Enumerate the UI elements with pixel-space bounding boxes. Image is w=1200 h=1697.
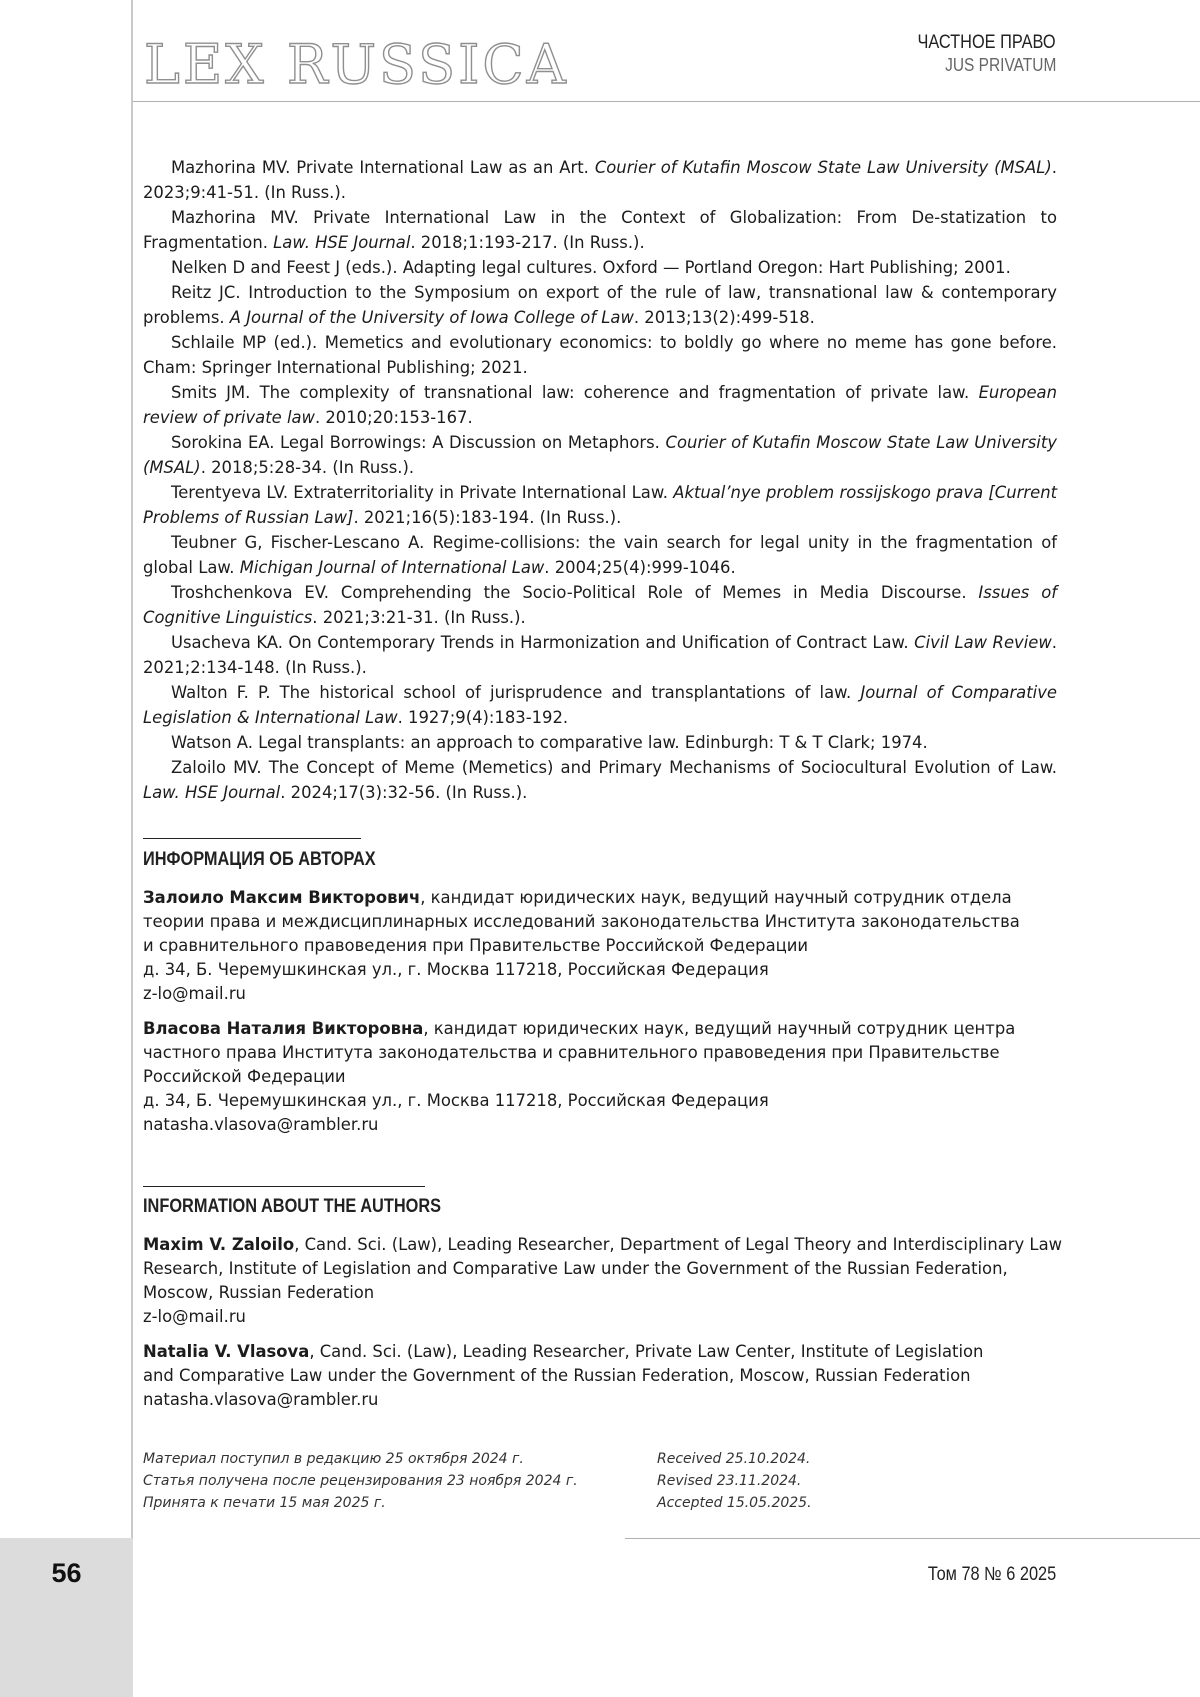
author-ru-1-email[interactable]: z-lo@mail.ru: [143, 984, 246, 1003]
reference-entry: Reitz JC. Introduction to the Symposium on export of the rule of law, transnational law & contemporary problems. A Journal of the University of Iowa College of Law. 2013;13(2):499-518.: [143, 283, 1057, 327]
info-en-rule: [143, 1186, 425, 1187]
author-ru-1-name: Залоило Максим Викторович: [143, 888, 421, 907]
reference-entry: Terentyeva LV. Extraterritoriality in Private International Law. Aktual’nye problem rossijskogo prava [Current Problems of Russian Law]. 2021;16(5):183-194. (In Russ.).: [143, 483, 1058, 527]
journal-logo: LEX RUSSICA: [144, 33, 569, 96]
page-number: 56: [51, 1558, 82, 1588]
date-revised-en: Revised 23.11.2024.: [657, 1473, 802, 1489]
section-title-en: JUS PRIVATUM: [944, 55, 1056, 75]
author-en-1-line1: Maxim V. Zaloilo, Cand. Sci. (Law), Leading Researcher, Department of Legal Theory and Interdisciplinary Law: [143, 1235, 1063, 1254]
section-title-ru: ЧАСТНОЕ ПРАВО: [917, 32, 1056, 53]
author-en-2-line1: Natalia V. Vlasova, Cand. Sci. (Law), Leading Researcher, Private Law Center, Institute of Legislation: [143, 1342, 984, 1361]
reference-list: [143, 155, 1057, 805]
author-ru-1-line2: теории права и междисциплинарных исследований законодательства Института законодательства: [143, 912, 1020, 931]
author-en-1: [143, 1233, 1063, 1329]
reference-entry: Schlaile MP (ed.). Memetics and evolutionary economics: to boldly go where no meme has gone before. Cham: Springer International Publishing; 2021.: [143, 333, 1057, 377]
reference-entry: Usacheva KA. On Contemporary Trends in Harmonization and Unification of Contract Law. Civil Law Review. 2021;2:134-148. (In Russ.).: [143, 633, 1057, 677]
reference-entry: Mazhorina MV. Private International Law as an Art. Courier of Kutafin Moscow State Law University (MSAL). 2023;9:41-51. (In Russ.).: [143, 158, 1058, 202]
author-en-2-email[interactable]: natasha.vlasova@rambler.ru: [143, 1390, 379, 1409]
issue-info: Том 78 № 6 2025: [927, 1564, 1056, 1585]
author-ru-2-line2: частного права Института законодательства и сравнительного правоведения при Правительстве: [143, 1043, 1000, 1062]
author-en-1-line3: Moscow, Russian Federation: [143, 1283, 375, 1302]
author-ru-1: [143, 886, 1043, 1006]
reference-entry: Teubner G, Fischer-Lescano A. Regime-collisions: the vain search for legal unity in the fragmentation of global Law. Michigan Journal of International Law. 2004;25(4):999-1046.: [143, 533, 1057, 577]
author-en-2-line2: and Comparative Law under the Government of the Russian Federation, Moscow, Russian Federation: [143, 1366, 971, 1385]
reference-entry: Sorokina EA. Legal Borrowings: A Discussion on Metaphors. Courier of Kutafin Moscow State Law University (MSAL). 2018;5:28-34. (In Russ.).: [143, 433, 1057, 477]
author-ru-1-line3: и сравнительного правоведения при Правительстве Российской Федерации: [143, 936, 809, 955]
info-ru-rule: [143, 838, 361, 839]
dates-ru: [143, 1448, 578, 1514]
header-divider: [133, 101, 1200, 102]
footer-divider: [625, 1538, 1200, 1539]
reference-entry: Nelken D and Feest J (eds.). Adapting legal cultures. Oxford — Portland Oregon: Hart Publishing; 2001.: [171, 258, 1011, 277]
author-ru-2-email[interactable]: natasha.vlasova@rambler.ru: [143, 1115, 379, 1134]
reference-entry: Smits JM. The complexity of transnational law: coherence and fragmentation of private law. European review of private law. 2010;20:153-167.: [143, 383, 1057, 427]
info-en-heading: INFORMATION ABOUT THE AUTHORS: [143, 1196, 442, 1217]
author-en-1-line2: Research, Institute of Legislation and Comparative Law under the Government of the Russian Federation,: [143, 1259, 1008, 1278]
date-accepted-ru: Принята к печати 15 мая 2025 г.: [143, 1495, 386, 1511]
reference-entry: Troshchenkova EV. Comprehending the Socio-Political Role of Memes in Media Discourse. Issues of Cognitive Linguistics. 2021;3:21-31. (In Russ.).: [143, 583, 1057, 627]
date-received-ru: Материал поступил в редакцию 25 октября 2024 г.: [143, 1451, 524, 1467]
author-ru-1-address: д. 34, Б. Черемушкинская ул., г. Москва 117218, Российская Федерация: [143, 960, 769, 979]
author-ru-2-name: Власова Наталия Викторовна: [143, 1019, 424, 1038]
left-margin-gutter: [0, 0, 133, 1697]
reference-entry: Mazhorina MV. Private International Law in the Context of Globalization: From De-statization to Fragmentation. Law. HSE Journal. 2018;1:193-217. (In Russ.).: [143, 208, 1057, 252]
author-ru-2-line3: Российской Федерации: [143, 1067, 346, 1086]
author-en-2: [143, 1340, 1043, 1412]
info-ru-heading: ИНФОРМАЦИЯ ОБ АВТОРАХ: [143, 849, 376, 870]
date-accepted-en: Accepted 15.05.2025.: [657, 1495, 812, 1511]
author-ru-2-address: д. 34, Б. Черемушкинская ул., г. Москва 117218, Российская Федерация: [143, 1091, 769, 1110]
reference-entry: Watson A. Legal transplants: an approach to comparative law. Edinburgh: T & T Clark; 1974.: [171, 733, 928, 752]
author-ru-2: [143, 1017, 1043, 1137]
author-en-1-email[interactable]: z-lo@mail.ru: [143, 1307, 246, 1326]
reference-entry: Zaloilo MV. The Concept of Meme (Memetics) and Primary Mechanisms of Sociocultural Evolution of Law. Law. HSE Journal. 2024;17(3):32-56. (In Russ.).: [143, 758, 1057, 802]
author-ru-1-line1: Залоило Максим Викторович, кандидат юридических наук, ведущий научный сотрудник отдела: [143, 888, 1012, 907]
date-received-en: Received 25.10.2024.: [657, 1451, 811, 1467]
author-ru-2-line1: Власова Наталия Викторовна, кандидат юридических наук, ведущий научный сотрудник центра: [143, 1019, 1016, 1038]
date-revised-ru: Статья получена после рецензирования 23 ноября 2024 г.: [143, 1473, 578, 1489]
reference-entry: Walton F. P. The historical school of jurisprudence and transplantations of law. Journal of Comparative Legislation & International Law. 1927;9(4):183-192.: [143, 683, 1057, 727]
author-en-2-name: Natalia V. Vlasova: [143, 1342, 310, 1361]
author-en-1-name: Maxim V. Zaloilo: [143, 1235, 295, 1254]
dates-en: [657, 1448, 812, 1514]
